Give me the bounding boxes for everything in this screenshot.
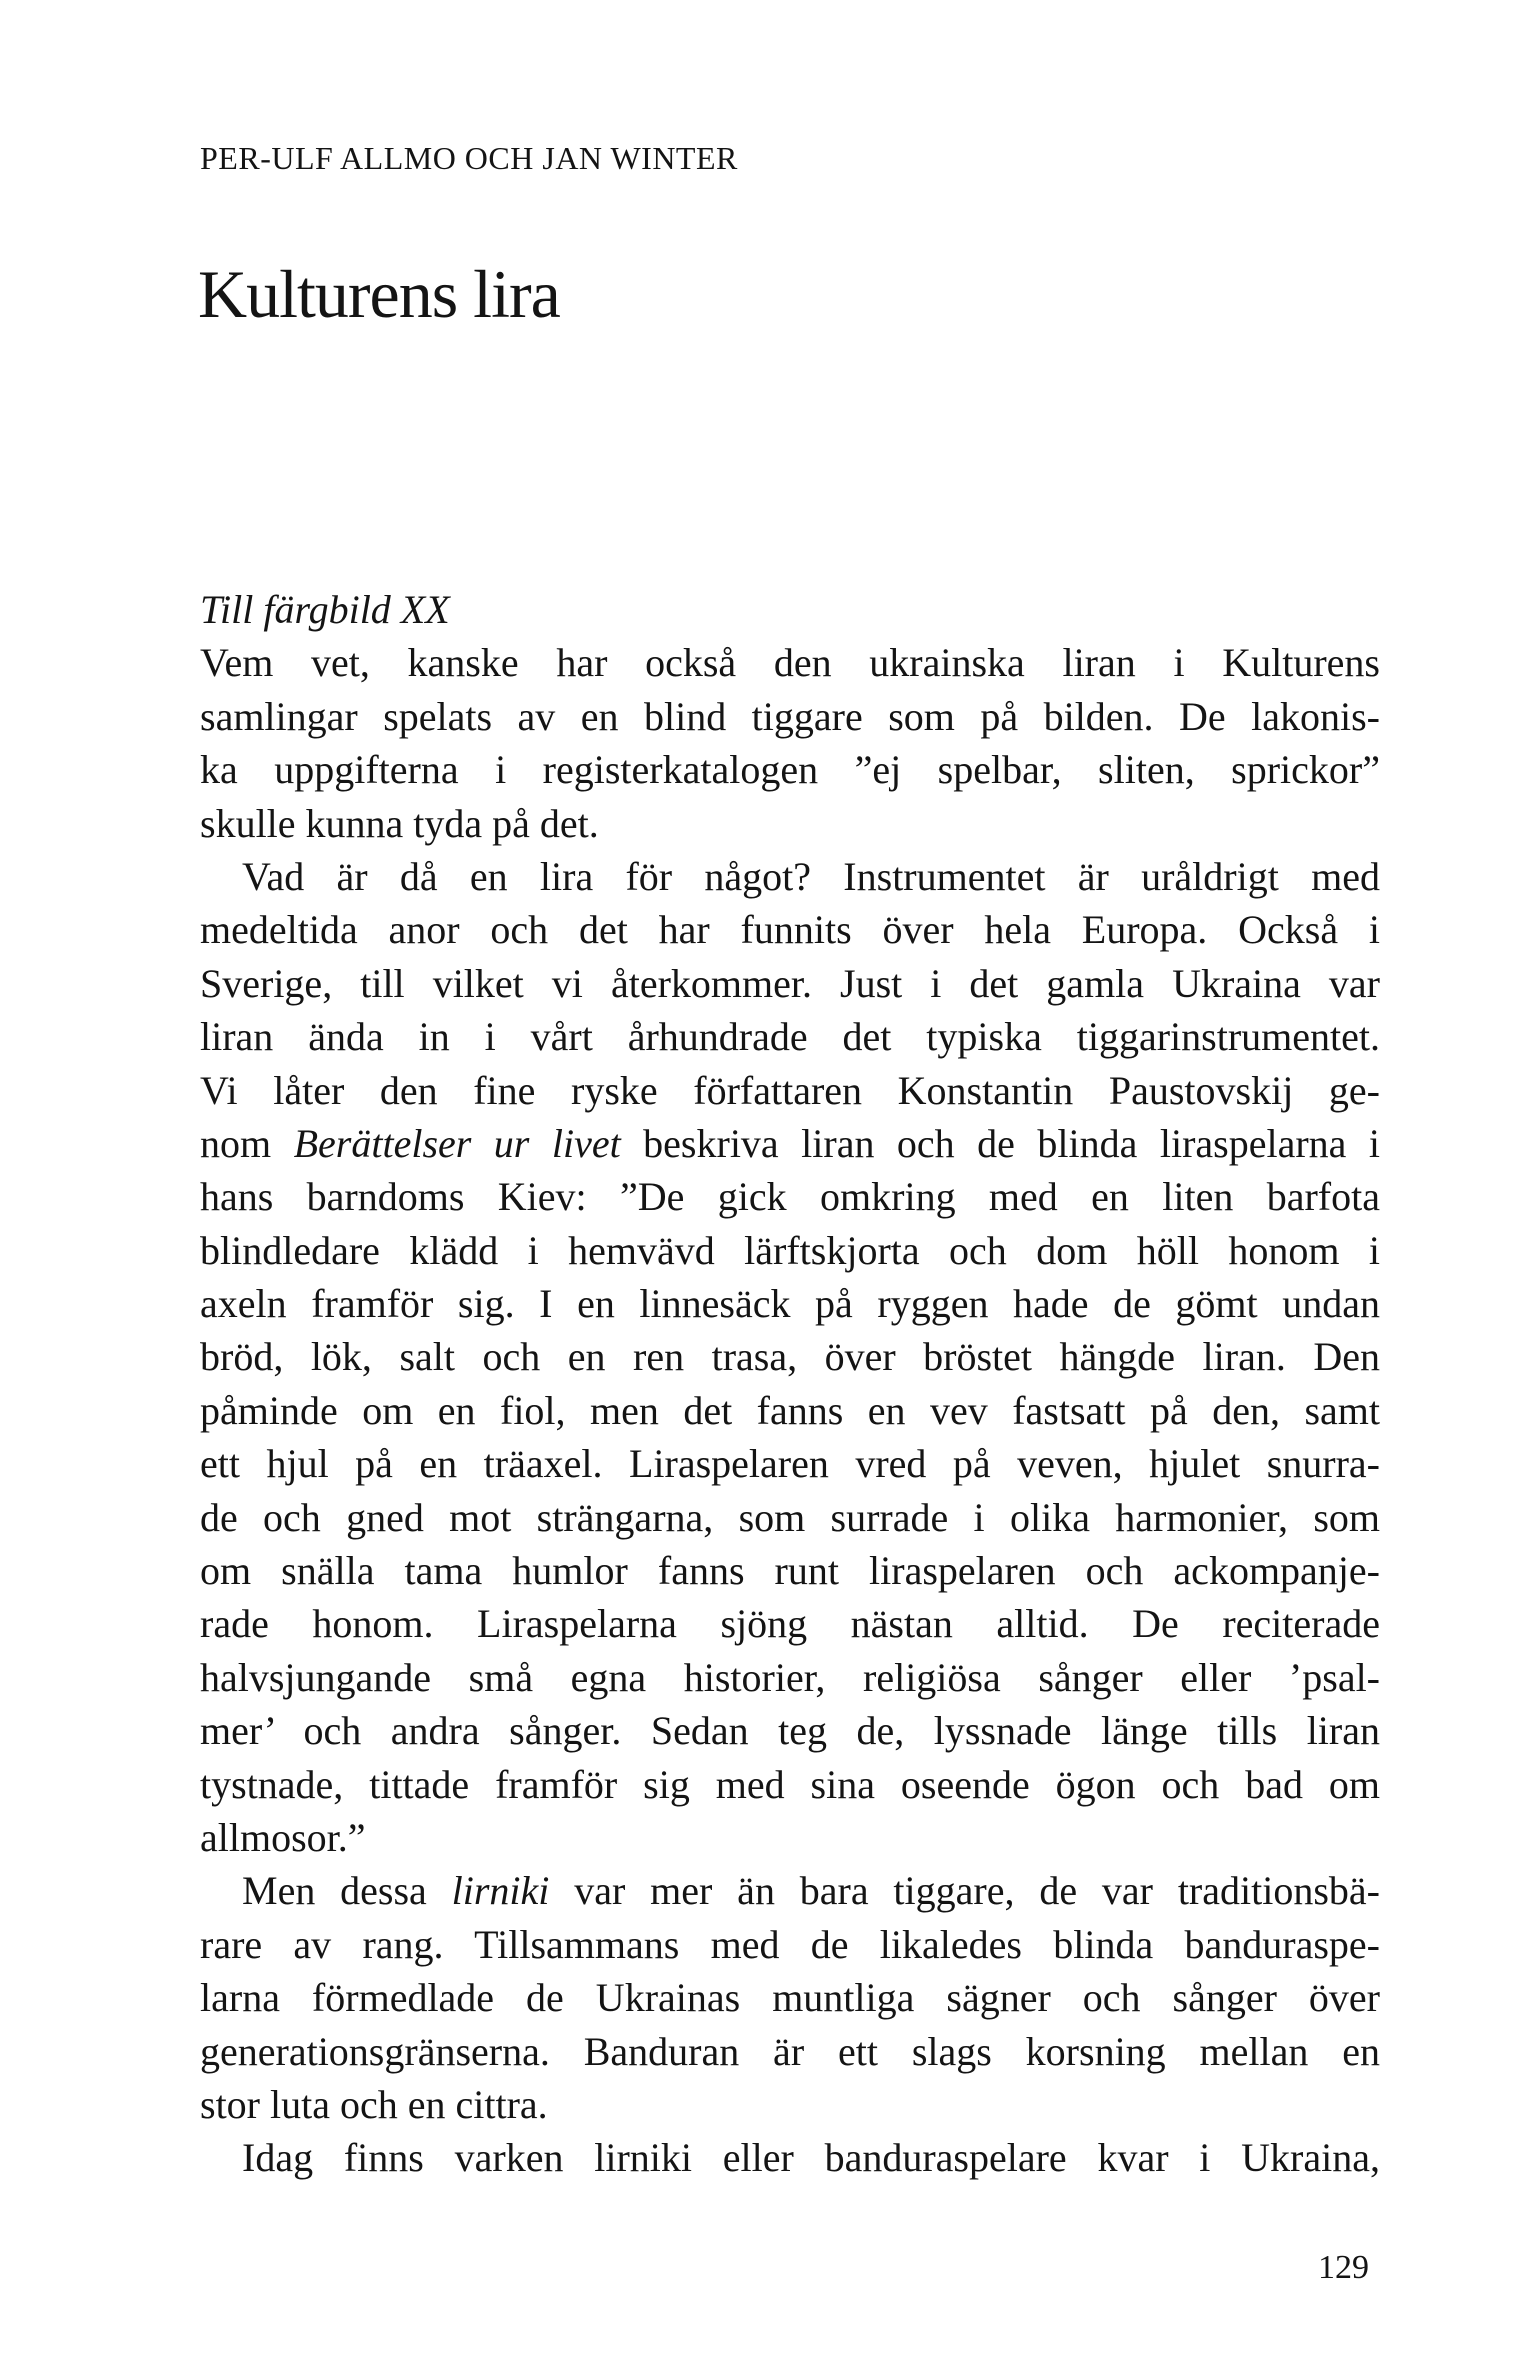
text-segment: larna förmedlade de Ukrainas muntliga sägner och sånger över: [200, 1975, 1380, 2021]
text-line: [200, 1010, 1380, 1063]
text-line: [200, 1864, 1380, 1917]
text-segment: var mer än bara tiggare, de var traditionsbä-: [549, 1868, 1380, 1914]
text-line: [200, 1064, 1380, 1117]
text-segment: om snälla tama humlor fanns runt liraspelaren och ackompanje-: [200, 1548, 1380, 1594]
text-segment: Vad är då en lira för något? Instrumentet är uråldrigt med: [242, 853, 1380, 899]
text-line: [200, 1544, 1380, 1597]
text-segment: bröd, lök, salt och en ren trasa, över bröstet hängde liran. Den: [200, 1334, 1380, 1380]
text-line: [200, 1811, 1380, 1864]
text-segment: Vi låter den fine ryske författaren Konstantin Paustovskij ge-: [200, 1067, 1380, 1113]
body-text: [200, 583, 1380, 2185]
text-line: [200, 1330, 1380, 1383]
text-segment: samlingar spelats av en blind tiggare som på bilden. De lakonis-: [200, 693, 1380, 739]
text-line: [200, 2025, 1380, 2078]
chapter-title: Kulturens lira: [198, 256, 560, 332]
text-segment: blindledare klädd i hemvävd lärftskjorta och dom höll honom i: [200, 1227, 1380, 1273]
text-segment: liran ända in i vårt århundrade det typiska tiggarinstrumentet.: [200, 1014, 1380, 1060]
text-line: [200, 1971, 1380, 2024]
text-segment: stor luta och en cittra.: [200, 2081, 548, 2127]
text-segment: beskriva liran och de blinda liraspelarna i: [620, 1120, 1380, 1166]
text-line: [200, 1651, 1380, 1704]
text-line: [200, 850, 1380, 903]
text-line: [200, 957, 1380, 1010]
text-segment: generationsgränserna. Banduran är ett slags korsning mellan en: [200, 2028, 1380, 2074]
text-line: [200, 1918, 1380, 1971]
text-line: [200, 2078, 1380, 2131]
text-segment: medeltida anor och det har funnits över hela Europa. Också i: [200, 907, 1380, 953]
text-segment: Men dessa: [242, 1868, 452, 1914]
text-segment: allmosor.”: [200, 1814, 366, 1860]
text-line: [200, 797, 1380, 850]
text-segment: Sverige, till vilket vi återkommer. Just i det gamla Ukraina var: [200, 960, 1380, 1006]
text-line: [200, 1384, 1380, 1437]
text-segment: Idag finns varken lirniki eller banduraspelare kvar i Ukraina,: [242, 2135, 1380, 2181]
text-line: [200, 2131, 1380, 2184]
italic-title-text: lirniki: [451, 1868, 550, 1914]
text-segment: Vem vet, kanske har också den ukrainska liran i Kulturens: [200, 640, 1380, 686]
page-number: 129: [1318, 2249, 1369, 2286]
text-segment: de och gned mot strängarna, som surrade i olika harmonier, som: [200, 1494, 1380, 1540]
text-line: [200, 690, 1380, 743]
text-line: [200, 1597, 1380, 1650]
text-segment: nom: [200, 1120, 294, 1166]
text-segment: rade honom. Liraspelarna sjöng nästan alltid. De reciterade: [200, 1601, 1380, 1647]
text-segment: skulle kunna tyda på det.: [200, 800, 599, 846]
italic-title-text: Berättelser ur livet: [293, 1120, 621, 1166]
text-segment: hans barndoms Kiev: ”De gick omkring med en liten barfota: [200, 1174, 1380, 1220]
text-line: [200, 1170, 1380, 1223]
text-line: [200, 743, 1380, 796]
text-line: [200, 1758, 1380, 1811]
text-segment: påminde om en fiol, men det fanns en vev fastsatt på den, samt: [200, 1387, 1380, 1433]
text-line: [200, 903, 1380, 956]
text-line: [200, 1704, 1380, 1757]
text-line: [200, 1224, 1380, 1277]
text-line: [200, 636, 1380, 689]
text-segment: ka uppgifterna i registerkatalogen ”ej spelbar, sliten, sprickor”: [200, 747, 1380, 793]
text-line: [200, 1437, 1380, 1490]
text-segment: axeln framför sig. I en linnesäck på ryggen hade de gömt undan: [200, 1281, 1380, 1327]
text-line: [200, 1491, 1380, 1544]
running-header-authors: PER-ULF ALLMO OCH JAN WINTER: [200, 140, 738, 176]
text-segment: halvsjungande små egna historier, religiösa sånger eller ’psal-: [200, 1654, 1380, 1700]
text-line: [200, 1277, 1380, 1330]
figure-caption-reference: Till färgbild XX: [200, 587, 450, 632]
text-segment: rare av rang. Tillsammans med de likaledes blinda banduraspe-: [200, 1921, 1380, 1967]
text-segment: ett hjul på en träaxel. Liraspelaren vred på veven, hjulet snurra-: [200, 1441, 1380, 1487]
text-segment: tystnade, tittade framför sig med sina oseende ögon och bad om: [200, 1761, 1380, 1807]
text-segment: mer’ och andra sånger. Sedan teg de, lyssnade länge tills liran: [200, 1708, 1380, 1754]
text-line: [200, 1117, 1380, 1170]
